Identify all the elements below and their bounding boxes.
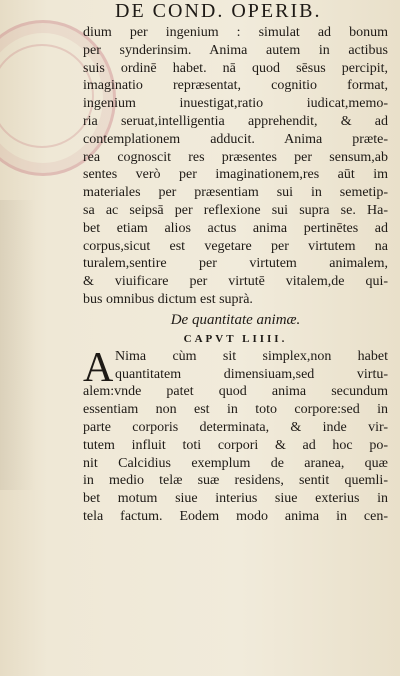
text-line: per synderinsim. Anima autem in actibus (83, 42, 388, 58)
main-text-block (83, 24, 388, 526)
text-line: tela factum. Eodem modo anima in cen- (83, 508, 388, 524)
text-line: corpus,sicut est vegetare per virtutem na (83, 238, 388, 254)
text-line: rea cognoscit res præsentes per sensum,ab (83, 149, 388, 165)
text-line: ria seruat,intelligentia apprehendit, & ad (83, 113, 388, 129)
section-heading: De quantitate animæ. (170, 311, 301, 328)
running-head: DE COND. OPERIB. (115, 0, 322, 22)
text-line: bet motum siue interius siue exterius in (83, 491, 388, 507)
text-line: tutem influit toti corpori & ad hoc po- (83, 437, 388, 453)
drop-cap: A (83, 344, 114, 391)
text-line: bet etiam alios actus anima pertinētes ad (83, 220, 388, 236)
page-gutter-shadow (0, 200, 36, 490)
text-line: contemplationem adducit. Anima præte- (83, 131, 388, 147)
text-line: materiales per præsentiam sui in semetip- (83, 185, 388, 201)
text-line: Nima cùm sit simplex,non habet (115, 348, 388, 364)
text-line: ingenium inuestigat,ratio iudicat,memo- (83, 96, 388, 112)
text-line: in medio telæ suæ residens, sentit quemli- (83, 473, 388, 489)
text-line: sa ac seipsā per reflexione sui supra se. Ha- (83, 202, 388, 218)
text-line: sentes verò per imaginationem,res aūt im (83, 167, 388, 183)
text-line: suis ordinē habet. nā quod sēsus percipit, (83, 60, 388, 76)
text-line: bus omnibus dictum est suprà. (83, 291, 253, 307)
paragraph-1 (83, 24, 388, 309)
paragraph-2 (83, 344, 388, 526)
text-line: nit Calcidius exemplum de aranea, quæ (83, 455, 388, 471)
text-line: & viuificare per virtutē vitalem,de qui- (83, 274, 388, 290)
text-line: turalem,sentire per virtutem animalem, (83, 256, 388, 272)
text-line: dium per ingenium : simulat ad bonum (83, 25, 388, 40)
chapter-label: CAPVT LIIII. (183, 332, 288, 345)
text-line: essentiam non est in toto corpore:sed in (83, 402, 388, 418)
text-line: quantitatem dimensiuam,sed virtu- (115, 366, 388, 382)
text-line: parte corporis determinata, & inde vir- (83, 419, 388, 435)
text-line: alem:vnde patet quod anima secundum (83, 384, 388, 400)
text-line: imaginatio repræsentat, cognitio format, (83, 78, 388, 94)
